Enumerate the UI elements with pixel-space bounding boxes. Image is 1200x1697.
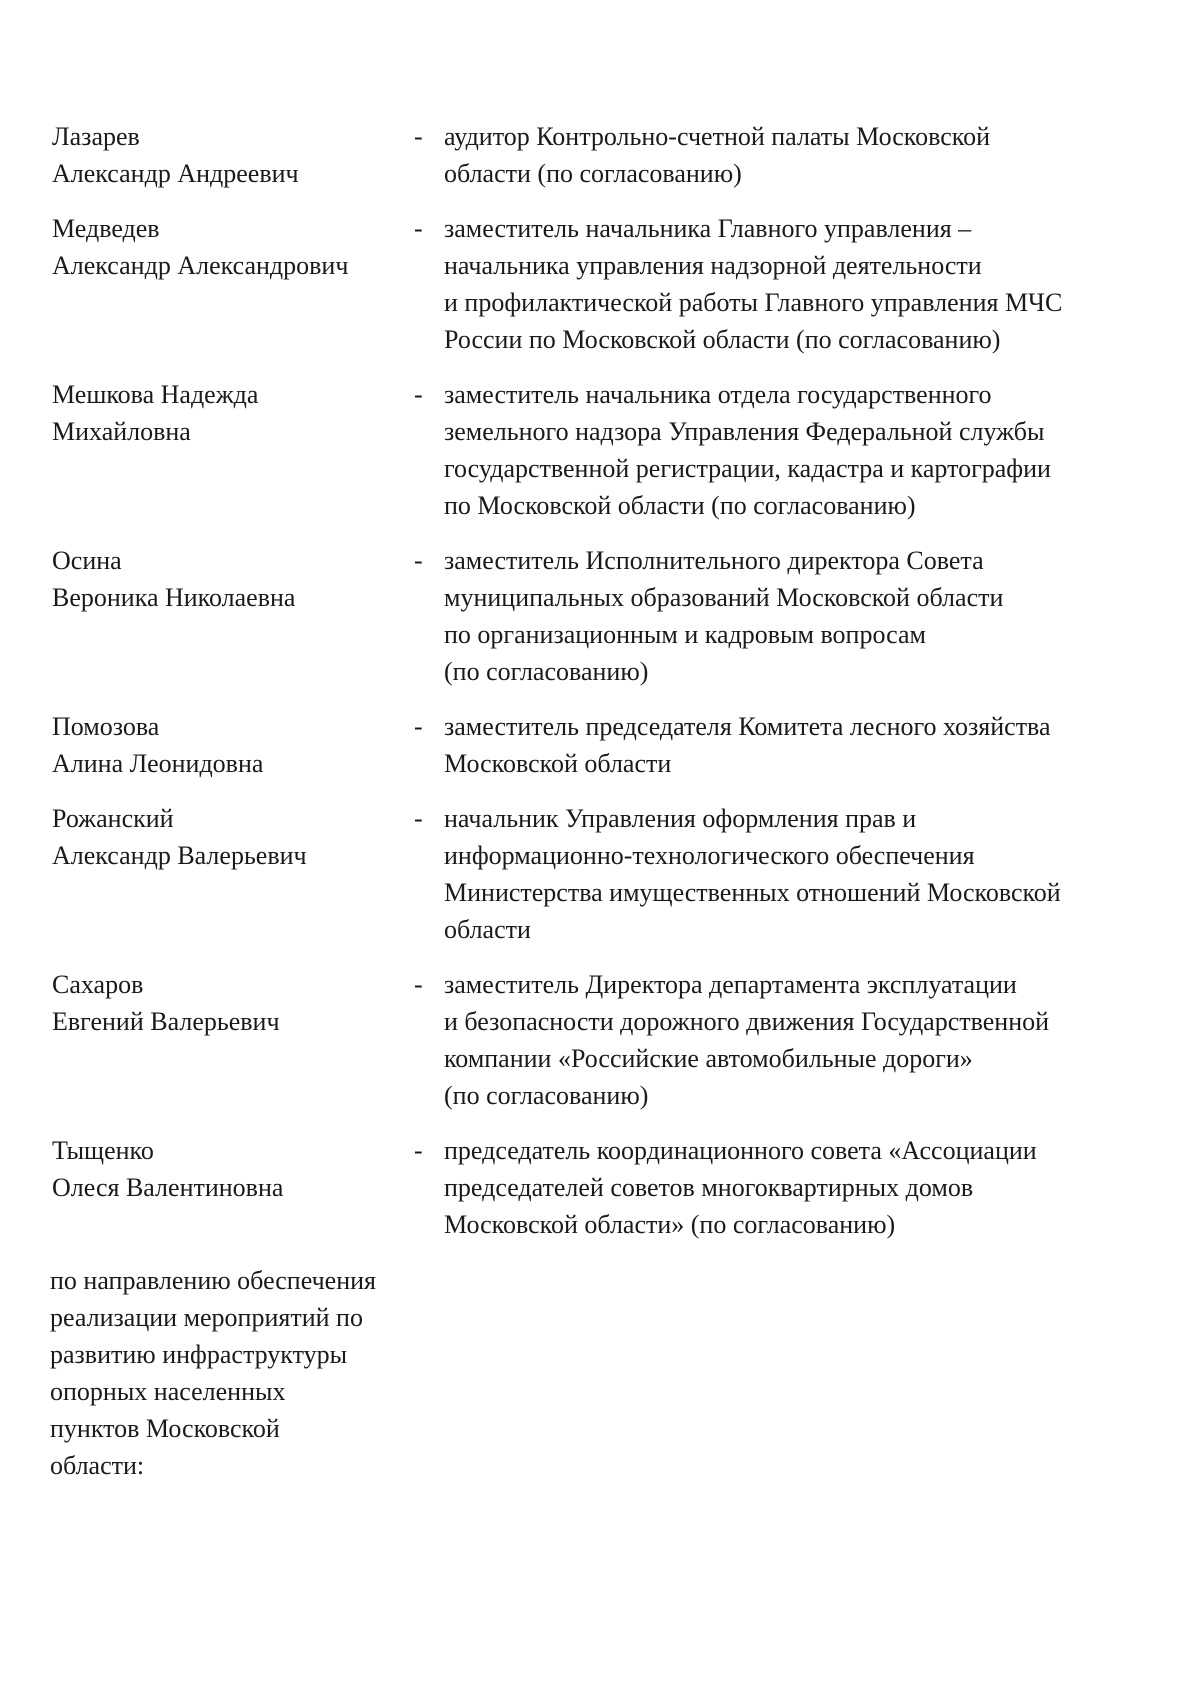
name-line: Михайловна (52, 417, 191, 446)
member-entry (52, 118, 1132, 192)
position-line: Московской области» (по согласованию) (444, 1210, 896, 1239)
member-name (52, 210, 414, 284)
separator-dash: - (414, 122, 423, 151)
position-line: и профилактической работы Главного управления МЧС (444, 288, 1063, 317)
position-line: по Московской области (по согласованию) (444, 491, 916, 520)
position-line: (по согласованию) (444, 1081, 649, 1110)
member-entry (52, 800, 1132, 948)
member-position (444, 966, 1132, 1114)
separator-dash: - (414, 804, 423, 833)
position-line: Министерства имущественных отношений Московской (444, 878, 1061, 907)
position-line: области (по согласованию) (444, 159, 742, 188)
position-line: (по согласованию) (444, 657, 649, 686)
position-line: заместитель Исполнительного директора Совета (444, 546, 984, 575)
member-entry (52, 708, 1132, 782)
position-line: и безопасности дорожного движения Государственной (444, 1007, 1050, 1036)
separator-dash: - (414, 970, 423, 999)
position-line: председателей советов многоквартирных домов (444, 1173, 974, 1202)
name-line: Александр Александрович (52, 251, 349, 280)
member-entry (52, 376, 1132, 524)
member-entry (52, 542, 1132, 690)
position-line: Московской области (444, 749, 672, 778)
position-line: заместитель Директора департамента эксплуатации (444, 970, 1017, 999)
separator-dash: - (414, 1136, 423, 1165)
section-heading-line: пунктов Московской (50, 1414, 280, 1443)
member-entry (52, 1132, 1132, 1243)
name-line: Алина Леонидовна (52, 749, 264, 778)
position-line: начальника управления надзорной деятельности (444, 251, 982, 280)
position-line: начальник Управления оформления прав и (444, 804, 917, 833)
member-position (444, 376, 1132, 524)
member-name (52, 708, 414, 782)
position-line: аудитор Контрольно-счетной палаты Московской (444, 122, 990, 151)
name-line: Осина (52, 546, 122, 575)
name-line: Медведев (52, 214, 160, 243)
position-line: России по Московской области (по согласованию) (444, 325, 1001, 354)
position-line: по организационным и кадровым вопросам (444, 620, 926, 649)
member-name (52, 542, 414, 616)
section-heading-line: опорных населенных (50, 1377, 286, 1406)
member-name (52, 1132, 414, 1206)
position-line: области (444, 915, 531, 944)
name-line: Мешкова Надежда (52, 380, 259, 409)
position-line: информационно-технологического обеспечения (444, 841, 975, 870)
separator-dash: - (414, 214, 423, 243)
member-position (444, 708, 1132, 782)
member-position (444, 800, 1132, 948)
member-list (52, 118, 1132, 1243)
section-heading-line: по направлению обеспечения (50, 1266, 377, 1295)
position-line: председатель координационного совета «Ассоциации (444, 1136, 1037, 1165)
member-position (444, 1132, 1132, 1243)
position-line: заместитель председателя Комитета лесного хозяйства (444, 712, 1051, 741)
member-name (52, 800, 414, 874)
position-line: компании «Российские автомобильные дороги» (444, 1044, 973, 1073)
position-line: заместитель начальника Главного управления – (444, 214, 972, 243)
name-line: Олеся Валентиновна (52, 1173, 284, 1202)
position-line: земельного надзора Управления Федеральной службы (444, 417, 1045, 446)
name-line: Евгений Валерьевич (52, 1007, 280, 1036)
separator-dash: - (414, 546, 423, 575)
member-name (52, 966, 414, 1040)
name-line: Рожанский (52, 804, 174, 833)
member-entry (52, 966, 1132, 1114)
name-line: Лазарев (52, 122, 140, 151)
section-heading-line: реализации мероприятий по (50, 1303, 363, 1332)
separator-dash: - (414, 712, 423, 741)
position-line: муниципальных образований Московской области (444, 583, 1004, 612)
section-heading-line: области: (50, 1451, 145, 1480)
name-line: Тыщенко (52, 1136, 154, 1165)
name-line: Вероника Николаевна (52, 583, 296, 612)
name-line: Сахаров (52, 970, 144, 999)
member-position (444, 542, 1132, 690)
member-name (52, 376, 414, 450)
position-line: заместитель начальника отдела государственного (444, 380, 992, 409)
member-position (444, 118, 1132, 192)
member-position (444, 210, 1132, 358)
name-line: Александр Андреевич (52, 159, 299, 188)
section-heading-line: развитию инфраструктуры (50, 1340, 348, 1369)
separator-dash: - (414, 380, 423, 409)
section-heading (50, 1262, 376, 1484)
position-line: государственной регистрации, кадастра и картографии (444, 454, 1051, 483)
name-line: Помозова (52, 712, 160, 741)
member-entry (52, 210, 1132, 358)
member-name (52, 118, 414, 192)
name-line: Александр Валерьевич (52, 841, 307, 870)
